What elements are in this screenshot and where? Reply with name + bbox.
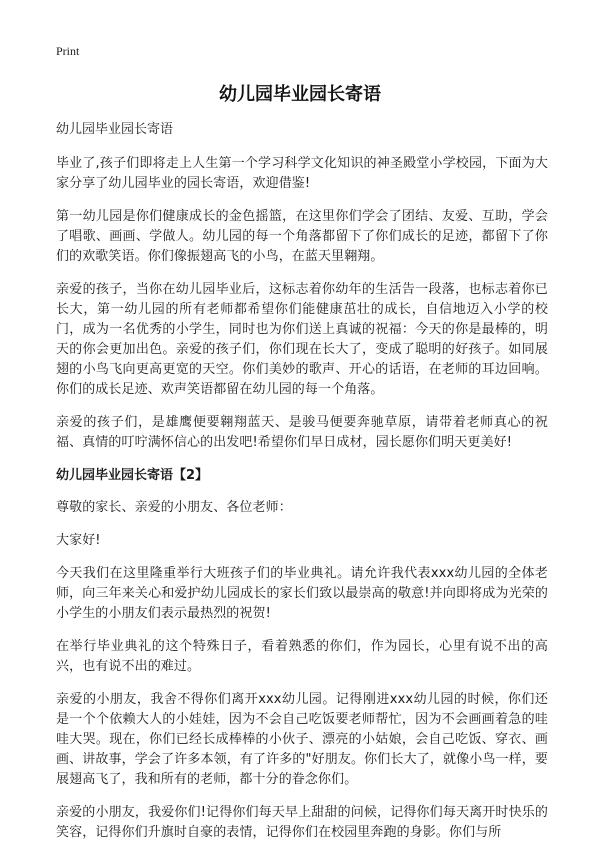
paragraph: 毕业了,孩子们即将走上人生第一个学习科学文化知识的神圣殿堂小学校园，下面为大家分享了幼儿园毕业的园长寄语，欢迎借鉴! (56, 156, 548, 191)
page-title: 幼儿园毕业园长寄语 (219, 84, 381, 105)
paragraph: 今天我们在这里隆重举行大班孩子们的毕业典礼。请允许我代表xxx幼儿园的全体老师，向三年来关心和爱护幼儿园成长的家长们致以最崇高的敬意!并向即将成为光荣的小学生的小朋友们表示最热烈的祝贺! (56, 566, 548, 621)
document-subtitle: 幼儿园毕业园长寄语 (56, 122, 174, 137)
section-heading: 幼儿园毕业园长寄语【2】 (56, 468, 209, 483)
paragraph: 尊敬的家长、亲爱的小朋友、各位老师： (56, 500, 292, 515)
paragraph: 亲爱的小朋友，我舍不得你们离开xxx幼儿园。记得刚进xxx幼儿园的时候，你们还是一个个依赖大人的小娃娃，因为不会自己吃饭要老师帮忙，因为不会画画着急的哇哇大哭。现在，你们已经长成棒棒的小伙子、漂亮的小姑娘，会自己吃饭、穿衣、画画、讲故事，学会了许多本领，有了许多的"好朋友。你们长大了，就像小鸟一样，要展翅高飞了，我和所有的老师，都十分的眷念你们。 (56, 692, 548, 787)
paragraph: 在举行毕业典礼的这个特殊日子，看着熟悉的你们，作为园长，心里有说不出的高兴，也有说不出的难过。 (56, 639, 548, 674)
document-body (56, 120, 548, 856)
print-link[interactable]: Print (56, 44, 80, 58)
paragraph: 亲爱的孩子们，是雄鹰便要翱翔蓝天、是骏马便要奔驰草原，请带着老师真心的祝福、真情的叮咛满怀信心的出发吧!希望你们早日成材，园长愿你们明天更美好! (56, 415, 548, 450)
paragraph: 大家好! (56, 533, 101, 548)
paragraph: 亲爱的孩子，当你在幼儿园毕业后，这标志着你幼年的生活告一段落，也标志着你已长大，第一幼儿园的所有老师都希望你们能健康茁壮的成长，自信地迈入小学的校门，成为一名优秀的小学生，同时也为你们送上真诚的祝福：今天的你是最棒的，明天的你会更加出色。亲爱的孩子们，你们现在长大了，变成了聪明的好孩子。如同展翅的小鸟飞向更高更宽的天空。你们美妙的歌声、开心的话语，在老师的耳边回响。你们的成长足迹、欢声笑语都留在幼儿园的每一个角落。 (56, 282, 548, 397)
paragraph: 亲爱的小朋友，我爱你们!记得你们每天早上甜甜的问候，记得你们每天离开时快乐的笑容，记得你们升旗时自豪的表情，记得你们在校园里奔跑的身影。你们与所 (56, 805, 548, 840)
paragraph: 第一幼儿园是你们健康成长的金色摇篮，在这里你们学会了团结、友爱、互助，学会了唱歌、画画、学做人。幼儿园的每一个角落都留下了你们成长的足迹，都留下了你们的欢歌笑语。你们像振翅高飞的小鸟，在蓝天里翱翔。 (56, 209, 548, 264)
